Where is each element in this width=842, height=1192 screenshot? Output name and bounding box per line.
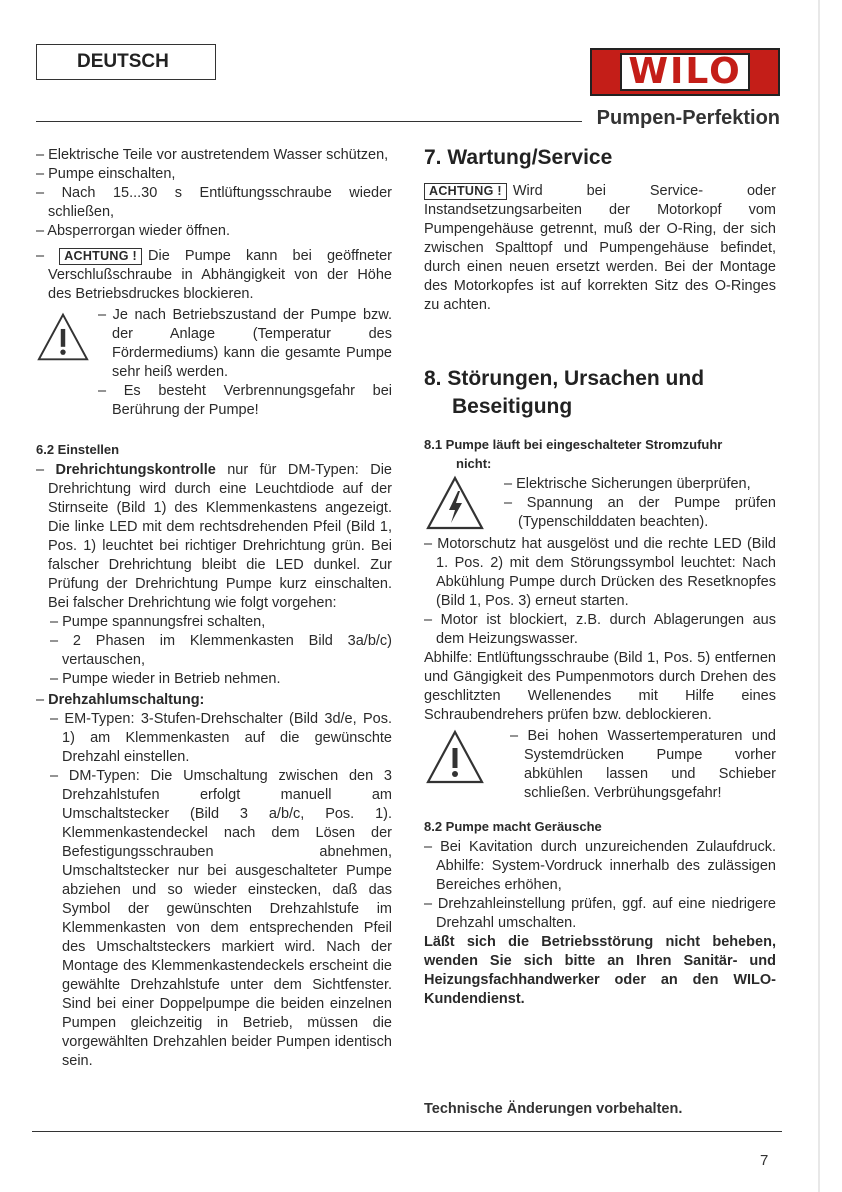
drehzahl-heading: – Drehzahlumschaltung: xyxy=(36,692,205,708)
section-8-2-title: 8.2 Pumpe macht Geräusche xyxy=(424,819,602,834)
language-label: DEUTSCH xyxy=(36,44,216,80)
list-item: – Motorschutz hat ausgelöst und die rechte LED (Bild 1. Pos. 2) mit dem Störungssymbol leuchtet: Nach Abkühlung Pumpe durch Drücken des Resetknopfes (Bild 1, Pos. 3) erneut starten. xyxy=(424,536,776,609)
right-column xyxy=(424,144,776,1009)
list-item: – DM-Typen: Die Umschaltung zwischen den 3 Drehzahlstufen erfolgt manuell am Umschaltstecker (Bild 3 a/b/c, Pos. 1). Klemmenkastendeckel nach dem Lösen der Befestigungsschrauben abnehmen, Umschaltstecker nur bei ausgeschalteter Pumpe abziehen und so wieder einstecken, daß das Symbol der gewünschten Drehzahlstufe im Klemmenkasten von dem entsprechenden Pfeil des Umschaltsteckers markiert wird. Nach der Montage des Klemmenkastendeckels erscheint die gewählte Drehzahlstufe unter dem Sichtfenster. Sind bei einer Doppelpumpe die beiden einzelnen Pumpen gleichzeitig in Betrieb, müssen die vorgewählten Drehzahlen beider Pumpen identisch sein. xyxy=(50,768,392,1069)
footer-rule xyxy=(32,1131,782,1132)
warning-item: – Je nach Betriebszustand der Pumpe bzw. der Anlage (Temperatur des Fördermediums) kann die gesamte Pumpe sehr heiß werden. xyxy=(98,307,392,380)
warning-item: – Es besteht Verbrennungsgefahr bei Berührung der Pumpe! xyxy=(98,383,392,418)
heat-warning-block xyxy=(36,306,392,420)
warning-triangle-icon xyxy=(424,729,486,785)
list-item: – EM-Typen: 3-Stufen-Drehschalter (Bild 3d/e, Pos. 1) am Klemmenkasten auf die gewünschte Drehzahl einstellen. xyxy=(50,711,392,765)
list-item: – 2 Phasen im Klemmenkasten Bild 3a/b/c) vertauschen, xyxy=(50,633,392,668)
abhilfe-paragraph: Abhilfe: Entlüftungsschraube (Bild 1, Pos. 5) entfernen und Gängigkeit des Pumpenmotors durch Drehen des geschlitzten Wellenendes mit Hilfe eines Schraubendrehers prüfen bzw. deblockieren. xyxy=(424,650,776,723)
list-item: – Pumpe wieder in Betrieb nehmen. xyxy=(50,671,281,687)
section-8-title xyxy=(424,365,776,421)
page-edge xyxy=(818,0,820,1192)
section-7-paragraph xyxy=(424,182,776,315)
wilo-logo xyxy=(590,48,780,96)
logo-text: WILO xyxy=(620,53,749,91)
section-6-2-title: 6.2 Einstellen xyxy=(36,442,120,457)
list-item: – Elektrische Teile vor austretendem Wasser schützen, xyxy=(36,147,389,163)
warning-item: – Bei hohen Wassertemperaturen und Systemdrücken Pumpe vorher abkühlen lassen und Schieber schließen. Verbrühungsgefahr! xyxy=(510,728,776,801)
drehrichtung-text: nur für DM-Typen: Die Drehrichtung wird durch eine Leuchtdiode auf der Stirnseite (Bild 1) des Klemmenkastens angezeigt. Die linke LED mit dem rechtsdrehenden Pfeil (Bild 1, Pos. 1) leuchtet bei richtiger Drehrichtung grün. Bei falscher Drehrichtung bleibt die LED dunkel. Zur Prüfung der Drehrichtung Pumpe kurz einschalten. Bei falscher Drehrichtung wie folgt vorgehen: xyxy=(48,462,392,611)
list-item: – Pumpe spannungsfrei schalten, xyxy=(50,614,266,630)
electric-hazard-icon xyxy=(424,475,486,531)
service-notice: Läßt sich die Betriebsstörung nicht beheben, wenden Sie sich bitte an Ihren Sanitär- und Heizungsfachhandwerker oder an den WILO-Kundendienst. xyxy=(424,934,776,1007)
list-item: – Pumpe einschalten, xyxy=(36,166,176,182)
achtung-badge: ACHTUNG ! xyxy=(59,248,142,265)
list-item: – Motor ist blockiert, z.B. durch Ablagerungen aus dem Heizungswasser. xyxy=(424,612,776,647)
drehzahl-label: Drehzahlumschaltung: xyxy=(48,692,205,708)
section-8-title-line2: Beseitigung xyxy=(452,395,573,418)
section-8-1-line2: nicht: xyxy=(456,456,492,471)
warning-triangle-icon xyxy=(36,312,90,362)
list-item: – Nach 15...30 s Entlüftungsschraube wieder schließen, xyxy=(36,185,392,220)
hot-water-warning-block xyxy=(424,727,776,803)
achtung-paragraph: – ACHTUNG ! Die Pumpe kann bei geöffneter Verschlußschraube in Abhängigkeit von der Höhe des Betriebsdruckes blockieren. xyxy=(36,248,393,302)
left-column xyxy=(36,146,392,1071)
warning-item: – Elektrische Sicherungen überprüfen, xyxy=(504,476,751,492)
section-8-1-line1: 8.1 Pumpe läuft bei eingeschalteter Stromzufuhr xyxy=(424,437,723,452)
section-7-title: 7. Wartung/Service xyxy=(424,146,613,169)
list-item: – Bei Kavitation durch unzureichenden Zulaufdruck. Abhilfe: System-Vordruck innerhalb des zulässigen Bereiches erhöhen, xyxy=(424,839,776,893)
electric-warning-block xyxy=(424,475,776,532)
header-rule xyxy=(36,121,582,122)
section-8-title-line1: 8. Störungen, Ursachen und xyxy=(424,367,705,390)
drehrichtung-label: Drehrichtungskontrolle xyxy=(55,462,216,478)
footer-note: Technische Änderungen vorbehalten. xyxy=(424,1101,683,1117)
achtung-badge: ACHTUNG ! xyxy=(424,183,507,200)
page-number: 7 xyxy=(760,1152,769,1169)
list-item: – Absperrorgan wieder öffnen. xyxy=(36,223,231,239)
achtung-text: Die Pumpe kann bei geöffneter Verschlußschraube in Abhängigkeit von der Höhe des Betriebsdruckes blockieren. xyxy=(48,248,393,302)
section-8-1-title xyxy=(424,435,776,473)
list-item: – Drehzahleinstellung prüfen, ggf. auf eine niedrigere Drehzahl umschalten. xyxy=(424,896,776,931)
drehrichtung-paragraph: – Drehrichtungskontrolle nur für DM-Typen: Die Drehrichtung wird durch eine Leuchtdiode auf der Stirnseite (Bild 1) des Klemmenkastens angezeigt. Die linke LED mit dem rechtsdrehenden Pfeil (Bild 1, Pos. 1) leuchtet bei richtiger Drehrichtung grün. Bei falscher Drehrichtung bleibt die LED dunkel. Zur Prüfung der Drehrichtung Pumpe kurz einschalten. Bei falscher Drehrichtung wie folgt vorgehen: xyxy=(36,462,392,611)
warning-item: – Spannung an der Pumpe prüfen (Typenschilddaten beachten). xyxy=(504,495,776,530)
tagline: Pumpen-Perfektion xyxy=(596,107,780,129)
section-7-text: Wird bei Service- oder Instandsetzungsarbeiten der Motorkopf vom Pumpengehäuse getrennt, muß der O-Ring, der sich zwischen Spalttopf und Pumpengehäuse befindet, durch einen neuen ersetzt werden. Bei der Montage des Motorkopfes ist auf korrekten Sitz des O-Ringes zu achten. xyxy=(424,183,776,313)
